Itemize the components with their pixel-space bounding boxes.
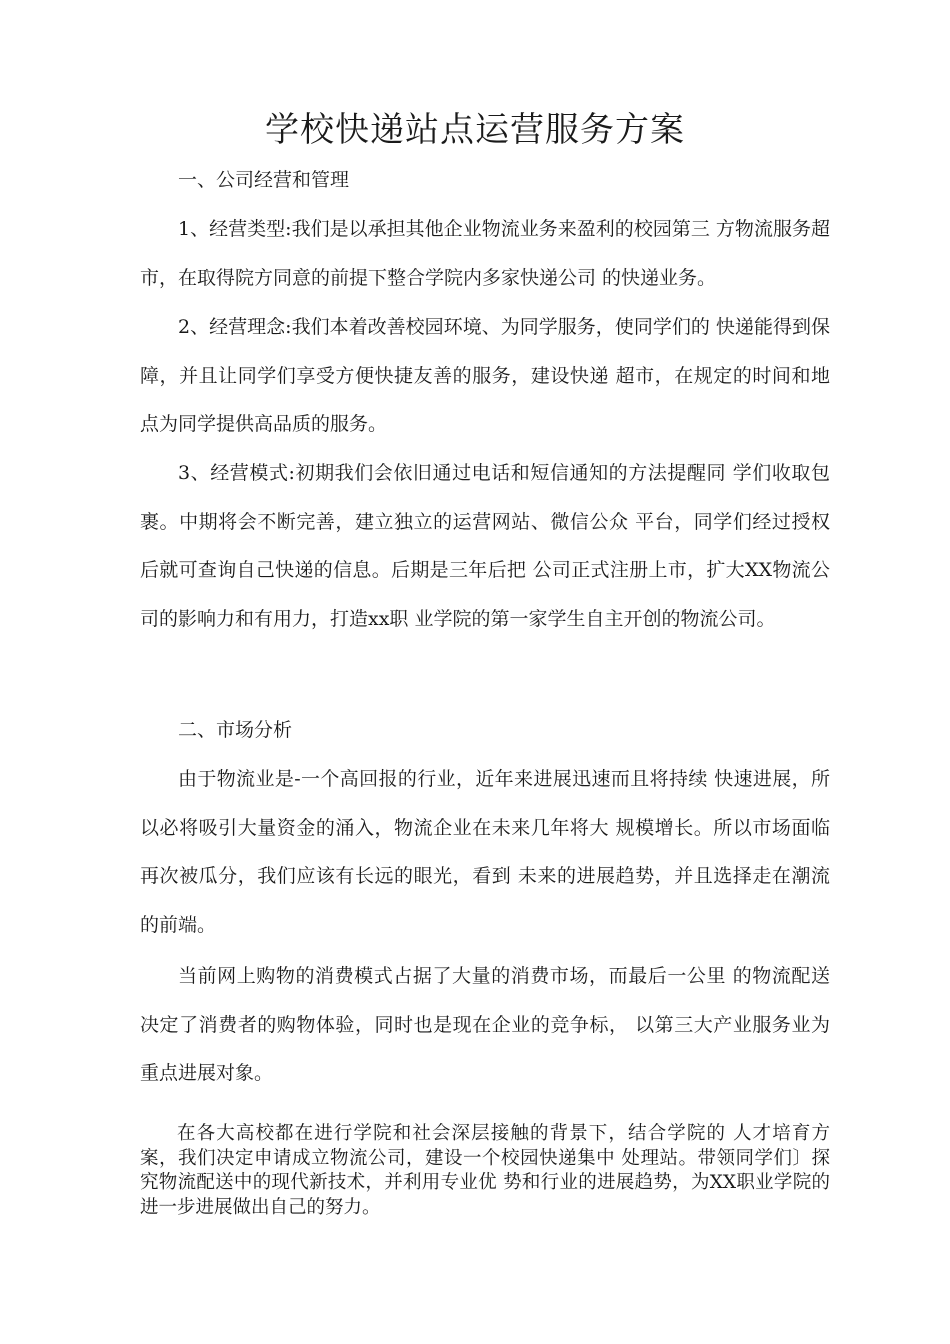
paragraph-market-growth: 由于物流业是-一个高回报的行业，近年来进展迅速而且将持续 快速进展，所以必将吸引大量资金的涌入，物流企业在未来几年将大 规模增长。所以市场面临再次被瓜分，我们应该有长远的眼光，看到 未来的进展趋势，并且选择走在潮流的前端。 [140, 768, 830, 936]
document-title: 学校快递站点运营服务方案 [265, 110, 685, 150]
paragraph-business-type: 1、经营类型:我们是以承担其他企业物流业务来盈利的校园第三 方物流服务超市，在取得院方同意的前提下整合学院内多家快递公司 的快递业务。 [140, 218, 830, 289]
section-heading-market-analysis: 二、市场分析 [178, 719, 293, 741]
section-heading-management: 一、公司经营和管理 [178, 169, 350, 191]
paragraph-campus-station: 在各大高校都在进行学院和社会深层接触的背景下，结合学院的 人才培育方案，我们决定申请成立物流公司，建设一个校园快递集中 处理站。带领同学们〕探究物流配送中的现代新技术，并利用专业优 势和行业的进展趋势，为XX职业学院的进一步进展做出自己的努力。 [140, 1123, 830, 1218]
paragraph-online-shopping: 当前网上购物的消费模式占据了大量的消费市场，而最后一公里 的物流配送决定了消费者的购物体验，同时也是现在企业的竞争标， 以第三大产业服务业为重点进展对象。 [140, 965, 830, 1085]
paragraph-business-philosophy: 2、经营理念:我们本着改善校园环境、为同学服务，使同学们的 快递能得到保障，并且让同学们享受方便快捷友善的服务，建设快递 超市，在规定的时间和地点为同学提供高品质的服务。 [140, 316, 830, 436]
paragraph-business-model: 3、经营模式:初期我们会依旧通过电话和短信通知的方法提醒同 学们收取包裹。中期将会不断完善，建立独立的运营网站、微信公众 平台，同学们经过授权后就可查询自己快递的信息。后期是三年后把 公司正式注册上市，扩大XX物流公司的影响力和有用力，打造xx职 业学院的第一家学生自主开创的物流公司。 [140, 462, 830, 630]
